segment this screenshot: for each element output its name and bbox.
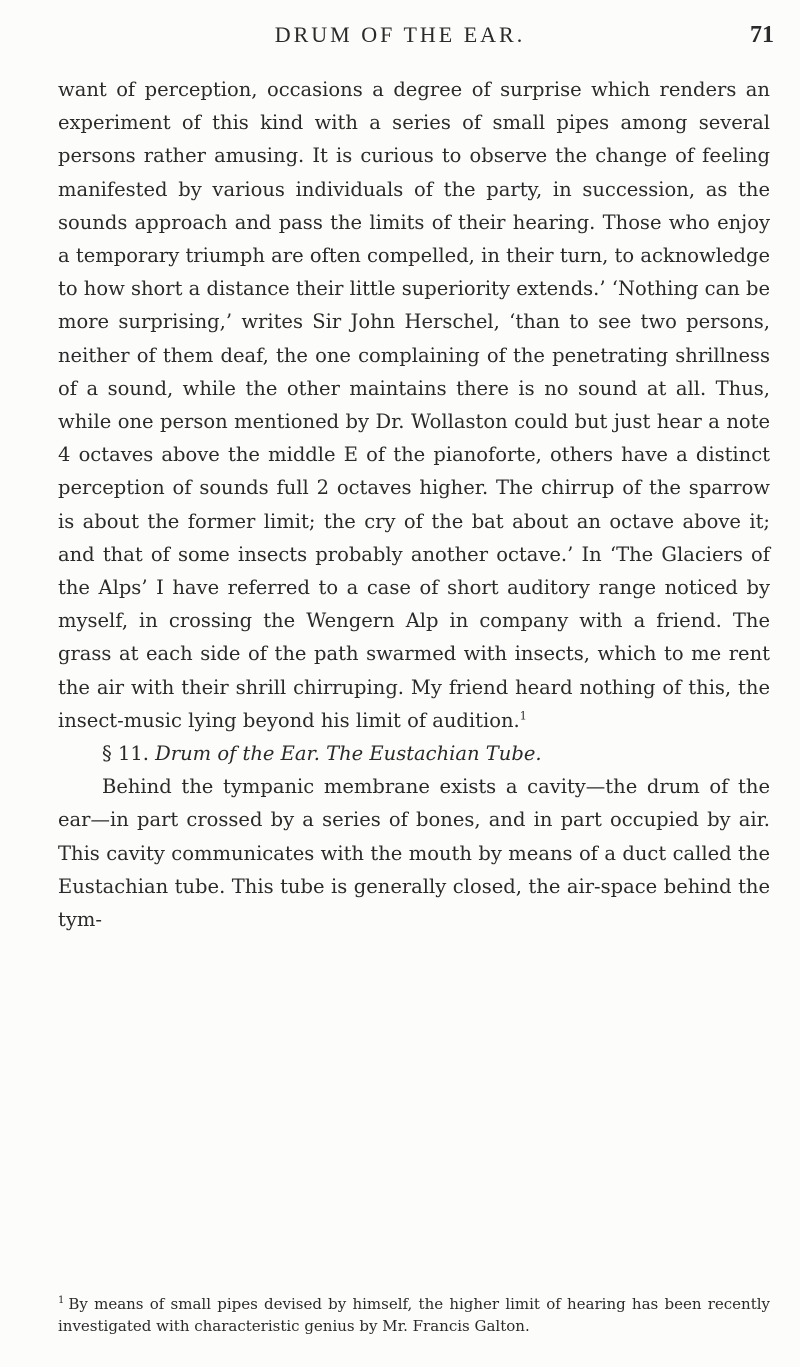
footnote-text: By means of small pipes devised by himself, the higher limit of hearing has been recently investigated with characteristic genius by Mr. Francis Galton. (58, 1295, 770, 1335)
paragraph-1-text: want of perception, occasions a degree of surprise which renders an experiment of this kind with a series of small pipes among several persons rather amusing. It is curious to observe the change of feeling manifested by various individuals of the party, in succession, as the sounds approach and pass the limits of their hearing. Those who enjoy a temporary triumph are often compelled, in their turn, to acknowledge to how short a distance their little superiority extends.’ ‘Nothing can be more surprising,’ writes Sir John Herschel, ‘than to see two persons, neither of them deaf, the one complaining of the penetrating shrillness of a sound, while the other maintains there is no sound at all. Thus, while one person mentioned by Dr. Wollaston could but just hear a note 4 octaves above the middle E of the pianoforte, others have a distinct perception of sounds full 2 octaves higher. The chirrup of the sparrow is about the former limit; the cry of the bat about an octave above it; and that of some insects probably another octave.’ In ‘The Glaciers of the Alps’ I have referred to a case of short auditory range noticed by myself, in crossing the Wengern Alp in company with a friend. The grass at each side of the path swarmed with insects, which to me rent the air with their shrill chirruping. My friend heard nothing of this, the insect-music lying beyond his limit of audition. (58, 78, 770, 732)
footnote-mark: 1 (58, 1295, 65, 1306)
section-heading (58, 737, 770, 770)
paragraph-continued (58, 73, 770, 737)
page-header (0, 14, 800, 54)
section-number: § 11. (102, 742, 149, 766)
paragraph-2: Behind the tympanic membrane exists a cavity—the drum of the ear—in part crossed by a series of bones, and in part occupied by air. This cavity communicates with the mouth by means of a duct called the Eustachian tube. This tube is generally closed, the air-space behind the tym- (58, 775, 770, 932)
footnote (58, 1290, 770, 1337)
running-head: DRUM OF THE EAR. (274, 22, 526, 47)
main-text (58, 73, 770, 936)
section-title-drum: Drum of the Ear. (155, 742, 320, 766)
footnote-reference: 1 (519, 709, 527, 723)
section-title-eustachian: The Eustachian Tube. (326, 742, 542, 766)
page-number: 71 (750, 22, 774, 48)
